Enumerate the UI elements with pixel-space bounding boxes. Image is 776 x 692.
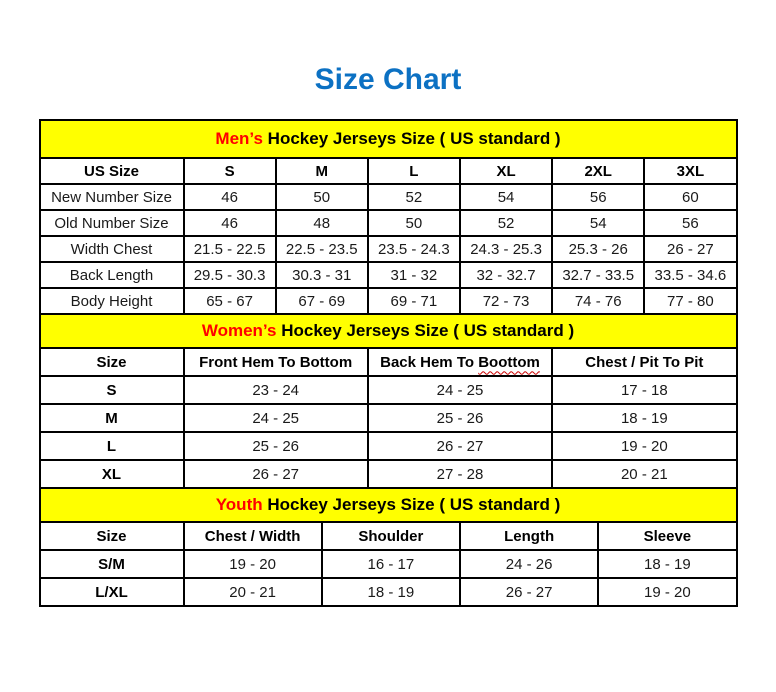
youth-banner-text: Hockey Jerseys Size ( US standard ) <box>262 495 561 514</box>
column-header: Back Hem To Boottom <box>368 348 552 376</box>
size-row <box>40 262 737 288</box>
size-row <box>40 578 737 606</box>
row-label: Back Length <box>40 262 184 288</box>
size-value: 25.3 - 26 <box>552 236 644 262</box>
size-value: 18 - 19 <box>322 578 460 606</box>
size-value: 50 <box>368 210 460 236</box>
size-value: 67 - 69 <box>276 288 368 314</box>
size-row <box>40 376 737 404</box>
size-value: 26 - 27 <box>460 578 598 606</box>
womens-section-banner <box>40 314 737 348</box>
column-header: Size <box>40 348 184 376</box>
size-row <box>40 236 737 262</box>
size-value: 17 - 18 <box>552 376 736 404</box>
womens-banner-row <box>40 314 737 348</box>
size-chart-tables <box>39 119 738 607</box>
size-row <box>40 550 737 578</box>
row-label: XL <box>40 460 184 488</box>
size-value: 56 <box>552 184 644 210</box>
size-value: 24 - 25 <box>368 376 552 404</box>
size-value: 24 - 25 <box>184 404 368 432</box>
column-header: Length <box>460 522 598 550</box>
column-header: 3XL <box>644 158 736 184</box>
size-value: 22.5 - 23.5 <box>276 236 368 262</box>
size-value: 25 - 26 <box>184 432 368 460</box>
size-value: 24 - 26 <box>460 550 598 578</box>
column-header: XL <box>460 158 552 184</box>
womens-header-row <box>40 348 737 376</box>
row-label: L/XL <box>40 578 184 606</box>
mens-size-table <box>39 119 738 315</box>
size-value: 26 - 27 <box>184 460 368 488</box>
size-value: 54 <box>460 184 552 210</box>
womens-banner-highlight: Women’s <box>201 321 277 340</box>
youth-banner-row <box>40 488 737 522</box>
row-label: S/M <box>40 550 184 578</box>
mens-section-banner <box>40 120 737 158</box>
youth-table-body <box>40 550 737 606</box>
womens-table-body <box>40 376 737 488</box>
column-header: Front Hem To Bottom <box>184 348 368 376</box>
size-value: 26 - 27 <box>368 432 552 460</box>
size-value: 27 - 28 <box>368 460 552 488</box>
size-value: 19 - 20 <box>184 550 322 578</box>
size-row <box>40 460 737 488</box>
size-value: 18 - 19 <box>552 404 736 432</box>
womens-banner-text: Hockey Jerseys Size ( US standard ) <box>276 321 575 340</box>
column-header: Chest / Width <box>184 522 322 550</box>
row-label: L <box>40 432 184 460</box>
mens-banner-row <box>40 120 737 158</box>
size-value: 32 - 32.7 <box>460 262 552 288</box>
size-row <box>40 432 737 460</box>
size-value: 69 - 71 <box>368 288 460 314</box>
size-value: 26 - 27 <box>644 236 736 262</box>
column-header: Size <box>40 522 184 550</box>
size-value: 50 <box>276 184 368 210</box>
column-header: S <box>184 158 276 184</box>
size-value: 25 - 26 <box>368 404 552 432</box>
size-value: 60 <box>644 184 736 210</box>
row-label: New Number Size <box>40 184 184 210</box>
size-value: 48 <box>276 210 368 236</box>
size-value: 72 - 73 <box>460 288 552 314</box>
size-row <box>40 184 737 210</box>
size-value: 65 - 67 <box>184 288 276 314</box>
column-header: Chest / Pit To Pit <box>552 348 736 376</box>
mens-table-body <box>40 184 737 314</box>
row-label: Body Height <box>40 288 184 314</box>
mens-banner-text: Hockey Jerseys Size ( US standard ) <box>262 129 561 148</box>
column-header: US Size <box>40 158 184 184</box>
youth-size-table <box>39 487 738 607</box>
row-label: M <box>40 404 184 432</box>
page-title: Size Chart <box>314 63 462 96</box>
size-value: 23.5 - 24.3 <box>368 236 460 262</box>
size-value: 52 <box>368 184 460 210</box>
column-header: Sleeve <box>598 522 736 550</box>
size-value: 21.5 - 22.5 <box>184 236 276 262</box>
column-header: Shoulder <box>322 522 460 550</box>
column-header: M <box>276 158 368 184</box>
youth-section-banner <box>40 488 737 522</box>
size-value: 74 - 76 <box>552 288 644 314</box>
size-value: 30.3 - 31 <box>276 262 368 288</box>
size-value: 20 - 21 <box>184 578 322 606</box>
size-value: 33.5 - 34.6 <box>644 262 736 288</box>
size-value: 24.3 - 25.3 <box>460 236 552 262</box>
size-value: 52 <box>460 210 552 236</box>
size-row <box>40 288 737 314</box>
column-header: 2XL <box>552 158 644 184</box>
size-value: 19 - 20 <box>598 578 736 606</box>
row-label: S <box>40 376 184 404</box>
size-value: 56 <box>644 210 736 236</box>
size-value: 54 <box>552 210 644 236</box>
row-label: Old Number Size <box>40 210 184 236</box>
column-header: L <box>368 158 460 184</box>
size-row <box>40 210 737 236</box>
size-value: 19 - 20 <box>552 432 736 460</box>
row-label: Width Chest <box>40 236 184 262</box>
size-value: 46 <box>184 210 276 236</box>
size-value: 29.5 - 30.3 <box>184 262 276 288</box>
size-value: 32.7 - 33.5 <box>552 262 644 288</box>
size-value: 23 - 24 <box>184 376 368 404</box>
youth-banner-highlight: Youth <box>215 495 263 514</box>
misspelled-word-squiggle: Boottom <box>478 353 540 371</box>
size-value: 20 - 21 <box>552 460 736 488</box>
size-value: 18 - 19 <box>598 550 736 578</box>
mens-banner-highlight: Men’s <box>215 129 263 148</box>
size-row <box>40 404 737 432</box>
size-value: 46 <box>184 184 276 210</box>
womens-size-table <box>39 313 738 489</box>
size-value: 16 - 17 <box>322 550 460 578</box>
size-value: 77 - 80 <box>644 288 736 314</box>
youth-header-row <box>40 522 737 550</box>
size-value: 31 - 32 <box>368 262 460 288</box>
mens-header-row <box>40 158 737 184</box>
